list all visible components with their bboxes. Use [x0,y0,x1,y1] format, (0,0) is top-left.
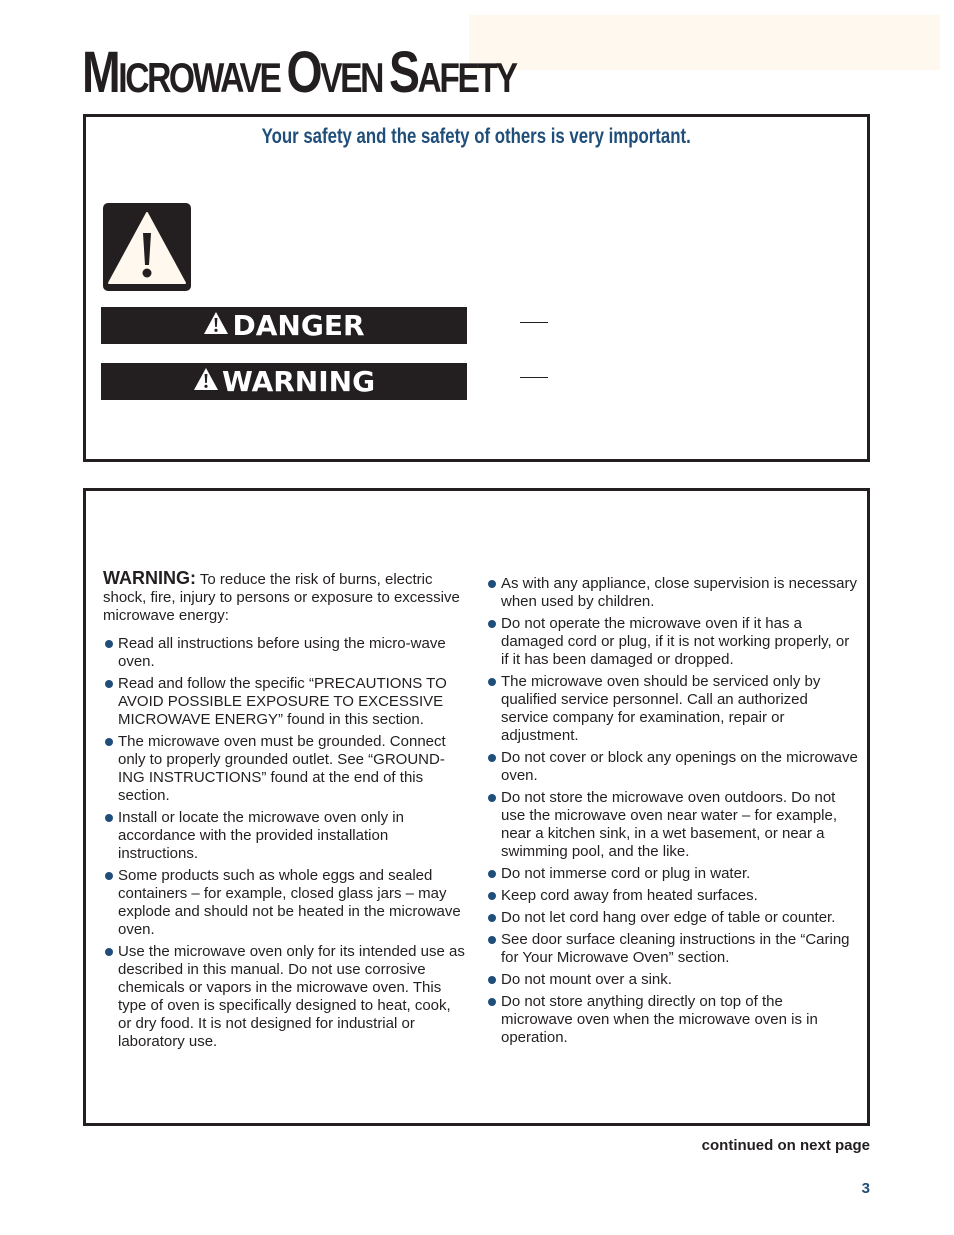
bullet-icon [488,892,496,900]
bullet-icon [105,680,113,688]
bullet-icon [488,678,496,686]
bullet-icon [488,936,496,944]
corner-tab [469,15,940,70]
safety-headline: Your safety and the safety of others is very important. [261,125,692,148]
bullet-icon [105,948,113,956]
title-cap-2: O [286,40,321,105]
bullet-icon [488,754,496,762]
title-rest-2: VEN [320,54,389,101]
warning-alert-icon [193,365,219,398]
warning-label: WARNING [221,365,376,398]
list-item: Read all instructions before using the micro-wave oven. [103,635,468,671]
instructions-left-column [103,569,468,1055]
page-title [82,40,516,105]
bullet-icon [488,976,496,984]
warning-intro-label: WARNING: [103,568,196,588]
bullet-icon [105,872,113,880]
warning-rule [520,377,548,378]
bullet-icon [488,870,496,878]
title-rest-1: ICROWAVE [118,54,287,101]
bullet-icon [105,640,113,648]
continued-note: continued on next page [701,1137,870,1154]
list-item: Do not store anything directly on top of the microwave oven when the microwave oven is in operation. [486,993,858,1047]
list-item: Do not operate the microwave oven if it has a damaged cord or plug, if it is not working properly, or if it has been damaged or dropped. [486,615,858,669]
safety-message-box [83,114,870,462]
list-item: Install or locate the microwave oven only in accordance with the provided installation instructions. [103,809,468,863]
safety-alert-icon [103,203,191,291]
title-cap-1: M [82,40,119,105]
list-item: See door surface cleaning instructions in the “Caring for Your Microwave Oven” section. [486,931,858,967]
warning-signal-bar [101,363,467,400]
list-item: Keep cord away from heated surfaces. [486,887,858,905]
instructions-box [83,488,870,1126]
page-number: 3 [861,1180,870,1197]
warning-intro-text: To reduce the risk of burns, electric shock, fire, injury to persons or exposure to excessive microwave energy: [103,571,460,624]
danger-alert-icon [203,309,229,342]
list-item: The microwave oven should be serviced only by qualified service personnel. Call an authorized service company for examination, repair or adjustment. [486,673,858,745]
left-bullet-list [103,635,468,1051]
right-bullet-list [486,575,858,1047]
list-item: Do not immerse cord or plug in water. [486,865,858,883]
bullet-icon [488,998,496,1006]
list-item: Do not cover or block any openings on the microwave oven. [486,749,858,785]
bullet-icon [105,814,113,822]
bullet-icon [488,794,496,802]
bullet-icon [488,620,496,628]
bullet-icon [488,580,496,588]
list-item: Use the microwave oven only for its intended use as described in this manual. Do not use corrosive chemicals or vapors in the microwave oven. This type of oven is specifically designed to heat, cook, or dry food. It is not designed for industrial or laboratory use. [103,943,468,1051]
list-item: Read and follow the specific “PRECAUTIONS TO AVOID POSSIBLE EXPOSURE TO EXCESSIVE MICROWAVE ENERGY” found in this section. [103,675,468,729]
list-item: As with any appliance, close supervision is necessary when used by children. [486,575,858,611]
list-item: Do not let cord hang over edge of table or counter. [486,909,858,927]
list-item: Do not store the microwave oven outdoors. Do not use the microwave oven near water – for example, near a kitchen sink, in a wet basement, or near a swimming pool, and the like. [486,789,858,861]
warning-intro [103,569,468,625]
danger-rule [520,322,548,323]
bullet-icon [488,914,496,922]
danger-signal-bar [101,307,467,344]
title-rest-3: AFETY [417,54,516,101]
instructions-right-column [486,575,858,1051]
list-item: Some products such as whole eggs and sealed containers – for example, closed glass jars – may explode and should not be heated in the microwave oven. [103,867,468,939]
list-item: Do not mount over a sink. [486,971,858,989]
title-cap-3: S [388,40,418,105]
list-item: The microwave oven must be grounded. Connect only to properly grounded outlet. See “GROUND-ING INSTRUCTIONS” found at the end of this section. [103,733,468,805]
danger-label: DANGER [232,309,365,342]
bullet-icon [105,738,113,746]
